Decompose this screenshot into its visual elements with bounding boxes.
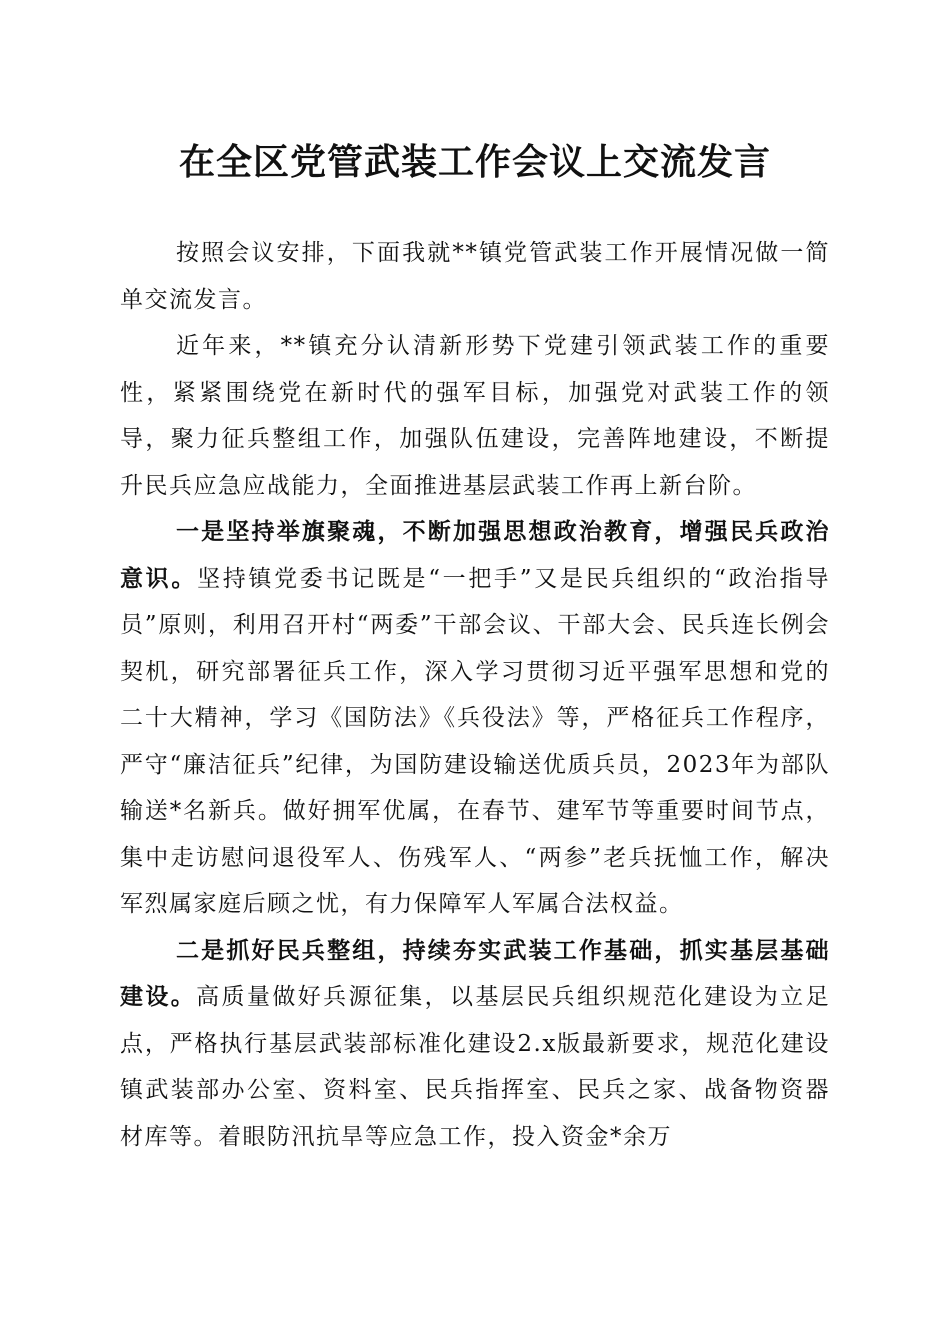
paragraph-text: 高质量做好兵源征集，以基层民兵组织规范化建设为立足点，严格执行基层武装部标准化建设2.x版最新要求，规范化建设镇武装部办公室、资料室、民兵指挥室、民兵之家、战备物资器材库等。着眼防汛抗旱等应急工作，投入资金*余万: [120, 984, 831, 1150]
paragraph-text: 按照会议安排，下面我就**镇党管武装工作开展情况做一简单交流发言。: [120, 240, 830, 313]
paragraph-point-one: [120, 509, 830, 928]
paragraph-text: 近年来，**镇充分认清新形势下党建引领武装工作的重要性，紧紧围绕党在新时代的强军目标，加强党对武装工作的领导，聚力征兵整组工作，加强队伍建设，完善阵地建设，不断提升民兵应急应战能力，全面推进基层武装工作再上新台阶。: [120, 333, 830, 499]
paragraph-text: 坚持镇党委书记既是“一把手”又是民兵组织的“政治指导员”原则，利用召开村“两委”干部会议、干部大会、民兵连长例会契机，研究部署征兵工作，深入学习贯彻习近平强军思想和党的二十大精神，学习《国防法》《兵役法》等，严格征兵工作程序，严守“廉洁征兵”纪律，为国防建设输送优质兵员，2023年为部队输送*名新兵。做好拥军优属，在春节、建军节等重要时间节点，集中走访慰问退役军人、伤残军人、“两参”老兵抚恤工作，解决军烈属家庭后顾之忧，有力保障军人军属合法权益。: [120, 565, 830, 917]
paragraph-overview: [120, 323, 830, 509]
paragraph-lead-heading: 一是坚持举旗聚魂，不断加强思想政治教育，增强民兵政治意识。: [120, 518, 830, 592]
document-body: [120, 230, 830, 1160]
paragraph-point-two: [120, 928, 830, 1161]
paragraph-lead-heading: 二是抓好民兵整组，持续夯实武装工作基础，抓实基层基础建设。: [120, 936, 830, 1010]
paragraph-opening: [120, 230, 830, 323]
document-title: 在全区党管武装工作会议上交流发言: [178, 141, 771, 183]
